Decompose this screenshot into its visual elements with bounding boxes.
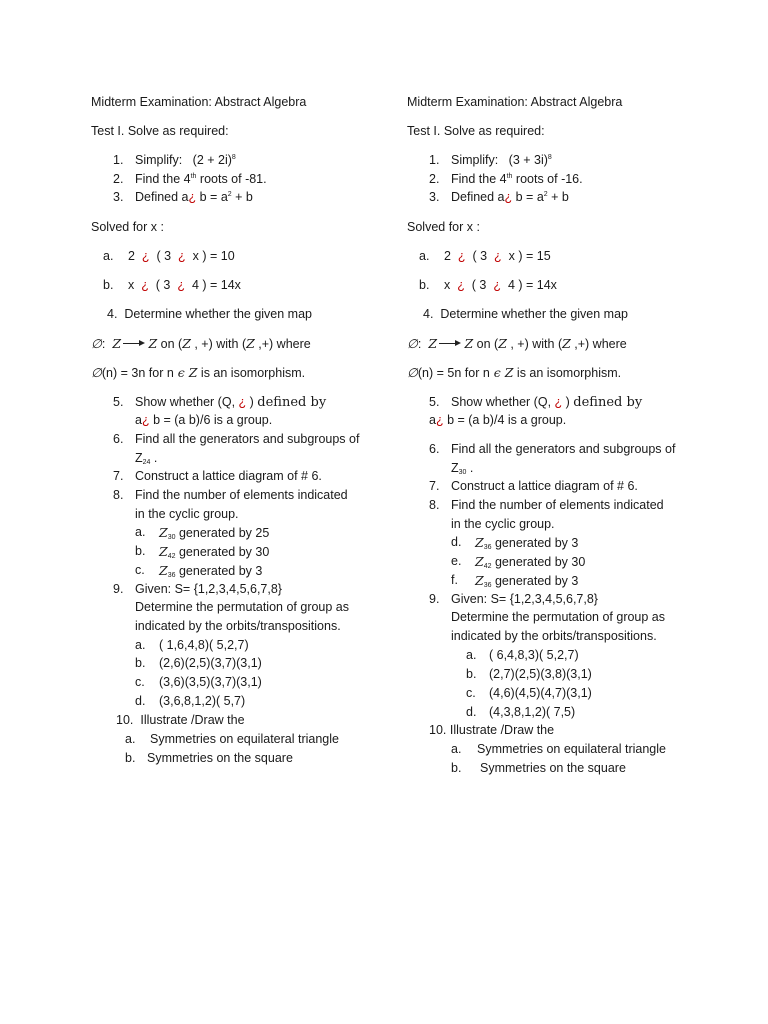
question-6: 6. Find all the generators and subgroups of (113, 432, 360, 446)
question-7: 7. Construct a lattice diagram of # 6. (429, 479, 638, 493)
map-definition: ∅: Z Z on (Z , +) with (Z ,+) where (407, 336, 627, 351)
solved-heading: Solved for x : (91, 220, 164, 234)
map-rule: ∅(n) = 5n for n ϵ Z is an isomorphism. (407, 365, 622, 380)
question-6: 6. Find all the generators and subgroups of (429, 442, 676, 456)
solved-heading: Solved for x : (407, 220, 480, 234)
question-9: 9. Given: S= {1,2,3,4,5,6,7,8} (113, 582, 282, 596)
list-item: b. $Z_{42}$ generated by 30 (135, 544, 270, 560)
list-item: a. ( 1,6,4,8)( 5,2,7) (135, 638, 249, 652)
question-9-line-3: indicated by the orbits/transpositions. (451, 629, 657, 643)
question-4: 4. Determine whether the given map (107, 307, 312, 321)
list-item: b. (2,6)(2,5)(3,7)(3,1) (135, 656, 262, 670)
list-item: e. $Z_{42}$ generated by 30 (451, 554, 586, 570)
solve-item-b: b. x ¿ ( 3 ¿ 4 ) = 14x (103, 278, 241, 292)
list-item: b. Symmetries on the square (125, 751, 293, 765)
question-9-line-3: indicated by the orbits/transpositions. (135, 619, 341, 633)
question-1: 1. Simplify: $(2 + 2i)^8$ (113, 153, 236, 167)
question-5: 5. Show whether (Q, ¿ ) defined by (429, 395, 643, 410)
question-2: 2. Find the 4th roots of -16. (429, 172, 583, 186)
question-5-line-2: a¿ b = (a b)/6 is a group. (135, 413, 273, 427)
list-item: c. $Z_{36}$ generated by 3 (135, 563, 263, 579)
solve-item-a: a. 2 ¿ ( 3 ¿ x ) = 10 (103, 249, 235, 263)
question-8-line-2: in the cyclic group. (451, 517, 555, 531)
list-item: d. $Z_{36}$ generated by 3 (451, 535, 579, 551)
question-9-line-2: Determine the permutation of group as (135, 600, 350, 614)
solve-item-b: b. x ¿ ( 3 ¿ 4 ) = 14x (419, 278, 557, 292)
question-8: 8. Find the number of elements indicated (113, 488, 348, 502)
question-4: 4. Determine whether the given map (423, 307, 628, 321)
question-10: 10. Illustrate /Draw the (429, 723, 555, 737)
list-item: d. (3,6,8,1,2)( 5,7) (135, 694, 246, 708)
question-1: 1. Simplify: $(3 + 3i)^8$ (429, 153, 552, 167)
test-heading: Test I. Solve as required: (91, 124, 229, 138)
list-item: a. Symmetries on equilateral triangle (451, 742, 666, 756)
question-8: 8. Find the number of elements indicated (429, 498, 664, 512)
test-heading: Test I. Solve as required: (407, 124, 545, 138)
question-3: 3. Defined a¿ $b = a^2 + b$ (429, 190, 569, 204)
list-item: a. $Z_{30}$ generated by 25 (135, 525, 270, 541)
question-9: 9. Given: S= {1,2,3,4,5,6,7,8} (429, 592, 598, 606)
question-9-line-2: Determine the permutation of group as (451, 610, 666, 624)
operation-symbol: ¿ (504, 190, 513, 204)
list-item: d. (4,3,8,1,2)( 7,5) (466, 705, 576, 719)
exam-title: Midterm Examination: Abstract Algebra (407, 95, 623, 109)
question-6-line-2: $Z_{30}$ . (451, 461, 474, 476)
question-3: 3. Defined a¿ $b = a^2 + b$ (113, 190, 253, 204)
list-item: b. Symmetries on the square (451, 761, 626, 775)
question-5: 5. Show whether (Q, ¿ ) defined by (113, 395, 327, 410)
list-item: c. (3,6)(3,5)(3,7)(3,1) (135, 675, 262, 689)
list-item: c. (4,6)(4,5)(4,7)(3,1) (466, 686, 592, 700)
map-definition: ∅: Z Z on (Z , +) with (Z ,+) where (91, 336, 311, 351)
question-10: 10. Illustrate /Draw the (116, 713, 245, 727)
list-item: a. ( 6,4,8,3)( 5,2,7) (466, 648, 579, 662)
operation-symbol: ¿ (188, 190, 197, 204)
exam-title: Midterm Examination: Abstract Algebra (91, 95, 307, 109)
question-5-line-2: a¿ b = (a b)/4 is a group. (429, 413, 567, 427)
list-item: f. $Z_{36}$ generated by 3 (451, 573, 579, 589)
solve-item-a: a. 2 ¿ ( 3 ¿ x ) = 15 (419, 249, 551, 263)
question-8-line-2: in the cyclic group. (135, 507, 239, 521)
question-2: 2. Find the 4th roots of -81. (113, 172, 267, 186)
question-6-line-2: $Z_{24}$ . (135, 451, 158, 466)
map-rule: ∅(n) = 3n for n ϵ Z is an isomorphism. (91, 365, 306, 380)
arrow-icon (439, 343, 459, 344)
question-7: 7. Construct a lattice diagram of # 6. (113, 469, 322, 483)
list-item: a. Symmetries on equilateral triangle (125, 732, 339, 746)
list-item: b. (2,7)(2,5)(3,8)(3,1) (466, 667, 592, 681)
